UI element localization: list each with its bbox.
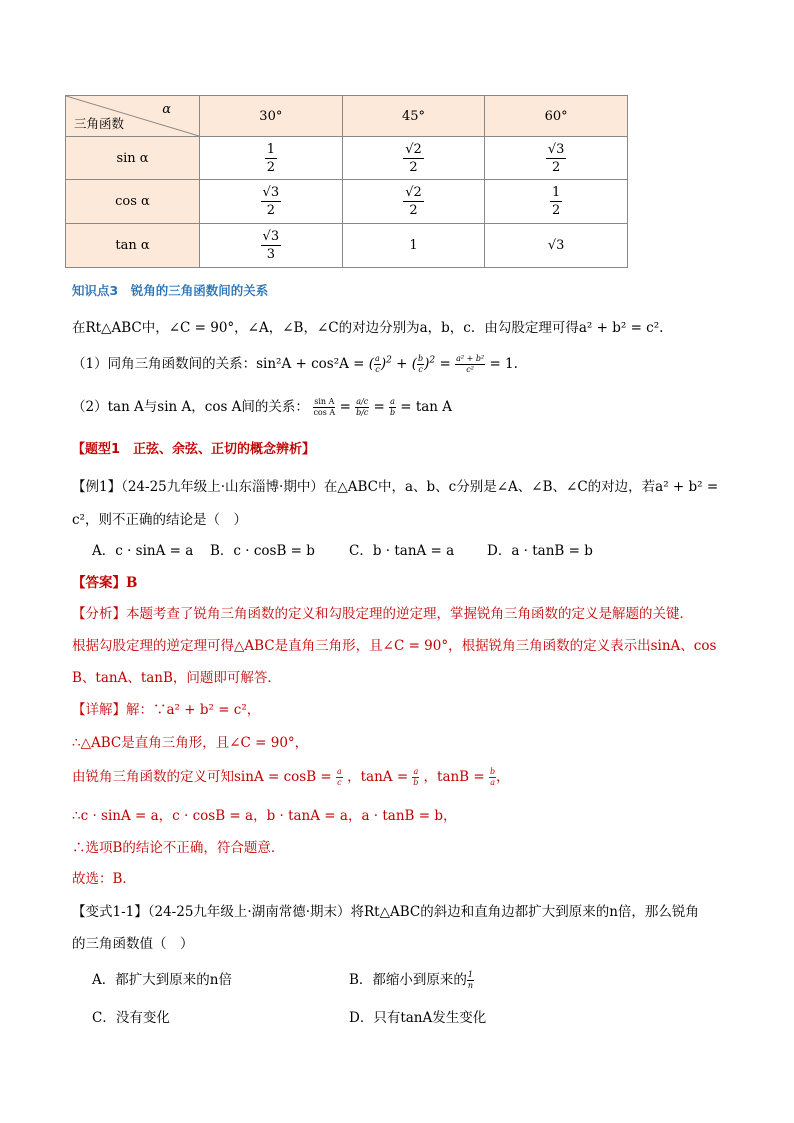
option-d: D．a · tanB = b	[487, 543, 593, 559]
variant-option-b: B．都缩小到原来的 $\frac{1}{n}$	[349, 970, 474, 990]
tan-relation-line: （2）tan A与sin A，cos A间的关系： $\frac{\text{sin A}}{\text{cos A}}$ = $\frac{a/c}{b/c}$ = $\frac{a}{b}$ = tan A	[72, 397, 453, 417]
tan-relation-suffix: = tan A	[400, 399, 453, 415]
header-45: 45°	[342, 96, 485, 137]
identity-suffix: = 1.	[489, 356, 518, 372]
cell-sin-30: $\frac{1}{2}$	[200, 137, 343, 180]
section-intro: 在Rt△ABC中，∠C = 90°，∠A，∠B，∠C的对边分别为a，b，c．由勾股定理可得a² + b² = c².	[72, 320, 664, 336]
analysis-line2: 根据勾股定理的逆定理可得△ABC是直角三角形，且∠C = 90°，根据锐角三角函数的定义表示出sinA、cos	[72, 638, 717, 654]
section-title: 知识点3 锐角的三角函数间的关系	[72, 283, 269, 298]
example-line1: 【例1】（24-25九年级上·山东淄博·期中）在△ABC中，a、b、c分别是∠A、∠B、∠C的对边，若a² + b² =	[72, 479, 719, 495]
table-row	[66, 224, 628, 268]
detail-line2: ∴△ABC是直角三角形，且∠C = 90°，	[72, 735, 309, 751]
answer: 【答案】B	[72, 575, 138, 591]
identity-prefix: （1）同角三角函数间的关系：sin²A + cos²A =	[72, 356, 365, 372]
cell-sin-60: $\frac{√3}{2}$	[485, 137, 628, 180]
corner-alpha: α	[162, 102, 171, 117]
variant-line2: 的三角函数值（ ）	[72, 936, 194, 952]
variant-line1: 【变式1-1】（24-25九年级上·湖南常德·期末）将Rt△ABC的斜边和直角边都扩大到原来的n倍，那么锐角	[72, 904, 699, 920]
final-choice: 故选：B．	[72, 871, 136, 887]
tan-relation-prefix: （2）tan A与sin A，cos A间的关系：	[72, 399, 309, 415]
option-b: B．c · cosB = b	[210, 543, 315, 559]
cell-sin-45: $\frac{√2}{2}$	[342, 137, 485, 180]
cell-cos-60: $\frac{1}{2}$	[485, 180, 628, 224]
identity-fractions: ( $\frac{a}{c}$ )$^2$ + ( $\frac{b}{c}$ )$^2$ = $\frac{\text{a² + b²}}{\text{c²}}$	[368, 354, 485, 374]
analysis-line3: B、tanA、tanB，问题即可解答．	[72, 670, 281, 686]
cell-tan-30: $\frac{√3}{3}$	[200, 224, 343, 268]
option-c: C．b · tanA = a	[349, 543, 455, 559]
detail-line3: 由锐角三角函数的定义可知sinA = cosB = $\frac{a}{c}$ ，tanA = $\frac{a}{b}$ ，tanB = $\frac{b}{a}$ ，	[72, 767, 510, 787]
variant-option-a: A．都扩大到原来的n倍	[92, 972, 232, 988]
type-title: 【题型1 正弦、余弦、正切的概念辨析】	[72, 442, 316, 457]
tan-relation-frac: $\frac{\text{sin A}}{\text{cos A}}$	[313, 397, 336, 417]
analysis-line1: 【分析】本题考查了锐角三角函数的定义和勾股定理的逆定理，掌握锐角三角函数的定义是解题的关键．	[72, 606, 693, 622]
variant-option-d: D．只有tanA发生变化	[349, 1010, 487, 1026]
table-row	[66, 137, 628, 180]
option-a: A．c · sinA = a	[92, 543, 194, 559]
cell-cos-45: $\frac{√2}{2}$	[342, 180, 485, 224]
cell-tan-45: 1	[342, 224, 485, 268]
corner-label: 三角函数	[74, 116, 125, 131]
header-30: 30°	[200, 96, 343, 137]
detail-line4: ∴c · sinA = a，c · cosB = a，b · tanA = a，a · tanB = b，	[72, 808, 457, 824]
table-row	[66, 180, 628, 224]
cell-cos-30: $\frac{√3}{2}$	[200, 180, 343, 224]
row-label-cos: cos α	[66, 180, 200, 224]
cell-tan-60: √3	[485, 224, 628, 268]
row-label-tan: tan α	[66, 224, 200, 268]
detail-line5: ∴选项B的结论不正确，符合题意．	[72, 840, 285, 856]
variant-option-c: C．没有变化	[92, 1010, 170, 1026]
table-corner-cell	[66, 96, 200, 137]
example-line2: c²，则不正确的结论是（ ）	[72, 512, 247, 528]
trig-values-table	[65, 95, 628, 268]
row-label-sin: sin α	[66, 137, 200, 180]
detail-line1: 【详解】解：∵a² + b² = c²，	[72, 702, 261, 718]
identity-line	[72, 352, 518, 374]
header-60: 60°	[485, 96, 628, 137]
